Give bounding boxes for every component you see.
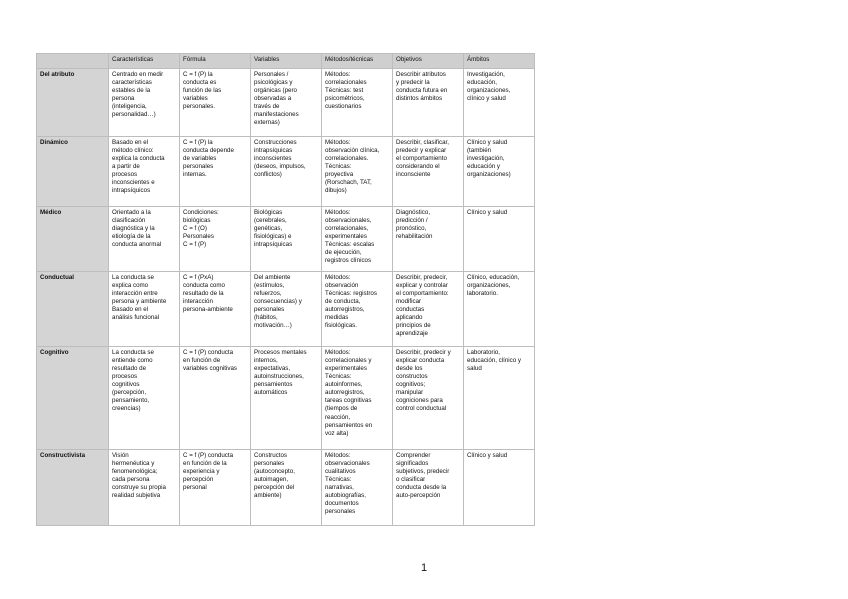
table-cell: C = f (P) conducta en función de variables cognitivas <box>180 347 251 450</box>
column-header: Fórmula <box>180 54 251 69</box>
row-label: Conductual <box>37 272 109 347</box>
table-cell: Condiciones: biológicas C = f (O) Personales C = f (P) <box>180 207 251 272</box>
column-header: Ámbitos <box>464 54 535 69</box>
table-cell: Describir, predecir y explicar conducta desde los constructos cognitivos; manipular cogniciones para control conductual <box>393 347 464 450</box>
table-cell: Construcciones intrapsíquicas inconscientes (deseos, impulsos, conflictos) <box>251 137 322 207</box>
table-header <box>37 54 535 69</box>
table-cell: Clínico, educación, organizaciones, laboratorio. <box>464 272 535 347</box>
table-cell: C = f (P) la conducta depende de variables personales internas. <box>180 137 251 207</box>
table-cell: Métodos: observacionales cualitativos Técnicas: narrativas, autobiografías, documentos personales <box>322 450 393 526</box>
table-cell: Visión hermenéutica y fenomenológica; cada persona construye su propia realidad subjetiva <box>109 450 180 526</box>
row-label: Cognitivo <box>37 347 109 450</box>
table-cell: Describir atributos y predecir la conducta futura en distintos ámbitos <box>393 69 464 137</box>
table-row <box>37 347 535 450</box>
table-cell: La conducta se explica como interacción entre persona y ambiente Basado en el análisis funcional <box>109 272 180 347</box>
table-cell: Clínico y salud <box>464 207 535 272</box>
table-cell: Orientado a la clasificación diagnóstica y la etiología de la conducta anormal <box>109 207 180 272</box>
table-cell: Procesos mentales internos, expectativas, autoinstrucciones, pensamientos automáticos <box>251 347 322 450</box>
table-cell: Biológicas (cerebrales, genéticas, fisiológicas) e intrapsíquicas <box>251 207 322 272</box>
table-cell: Centrado en medir características estables de la persona (inteligencia, personalidad…) <box>109 69 180 137</box>
table-cell: Del ambiente (estímulos, refuerzos, consecuencias) y personales (hábitos, motivación…) <box>251 272 322 347</box>
table-cell: Laboratorio, educación, clínico y salud <box>464 347 535 450</box>
column-header: Objetivos <box>393 54 464 69</box>
table-cell: Diagnóstico, predicción / pronóstico, rehabilitación <box>393 207 464 272</box>
table-row <box>37 69 535 137</box>
table-row <box>37 272 535 347</box>
table-cell: Describir, clasificar, predecir y explicar el comportamiento considerando el inconsciente <box>393 137 464 207</box>
table-cell: Basado en el método clínico: explica la conducta a partir de procesos inconscientes e intrapsíquicos <box>109 137 180 207</box>
table-cell: Métodos: correlacionales Técnicas: test psicométricos, cuestionarios <box>322 69 393 137</box>
table-cell: Métodos: observación clínica, correlacionales. Técnicas: proyectiva (Rorschach, TAT, dibujos) <box>322 137 393 207</box>
table-cell: Métodos: observacionales, correlacionales, experimentales Técnicas: escalas de ejecución, registros clínicos <box>322 207 393 272</box>
row-label: Dinámico <box>37 137 109 207</box>
table-cell: C = f (P) conducta en función de la experiencia y percepción personal <box>180 450 251 526</box>
column-header: Variables <box>251 54 322 69</box>
column-header: Métodos/técnicas <box>322 54 393 69</box>
table-row <box>37 450 535 526</box>
table-cell: La conducta se entiende como resultado de procesos cognitivos (percepción, pensamiento, creencias) <box>109 347 180 450</box>
table-cell: Constructos personales (autoconcepto, autoimagen, percepción del ambiente) <box>251 450 322 526</box>
table-row <box>37 207 535 272</box>
column-header: Características <box>109 54 180 69</box>
row-label: Médico <box>37 207 109 272</box>
table-row <box>37 137 535 207</box>
table-cell: Clínico y salud (también investigación, educación y organizaciones) <box>464 137 535 207</box>
page-number: 1 <box>420 562 428 574</box>
table-cell: C = f (P) la conducta es función de las variables personales. <box>180 69 251 137</box>
table-cell: Métodos: correlacionales y experimentales Técnicas: autoinformes, autorregistros, tareas cognitivas (tiempos de reacción, pensamientos en voz alta) <box>322 347 393 450</box>
row-label: Del atributo <box>37 69 109 137</box>
table-cell: Investigación, educación, organizaciones, clínico y salud <box>464 69 535 137</box>
table-cell: Métodos: observación Técnicas: registros de conducta, autorregistros, medidas fisiológicas. <box>322 272 393 347</box>
table-body <box>37 69 535 526</box>
table-cell: C = f (PxA) conducta como resultado de la interacción persona-ambiente <box>180 272 251 347</box>
row-label: Constructivista <box>37 450 109 526</box>
table-cell: Personales / psicológicas y orgánicas (pero observadas a través de manifestaciones externas) <box>251 69 322 137</box>
table-cell: Describir, predecir, explicar y controlar el comportamiento: modificar conductas aplicando principios de aprendizaje <box>393 272 464 347</box>
comparison-table <box>36 53 535 526</box>
table-cell: Clínico y salud <box>464 450 535 526</box>
table-cell: Comprender significados subjetivos, predecir o clasificar conducta desde la auto-percepción <box>393 450 464 526</box>
header-corner <box>37 54 109 69</box>
